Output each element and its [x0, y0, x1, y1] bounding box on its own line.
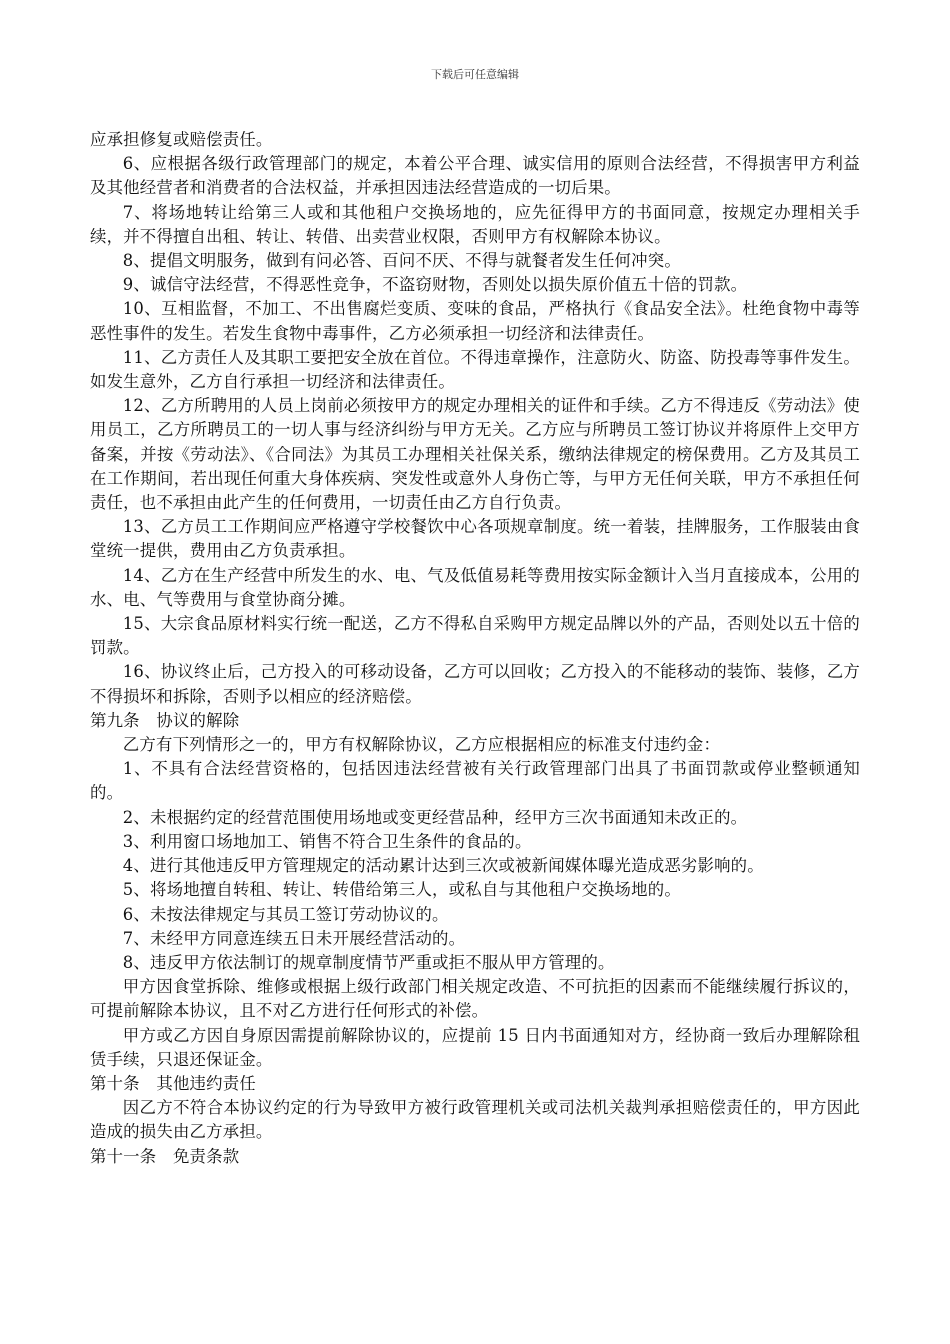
article-9-intro: 乙方有下列情形之一的，甲方有权解除协议，乙方应根据相应的标准支付违约金： — [122, 735, 721, 755]
article-9-heading: 第九条 协议的解除 — [90, 710, 240, 730]
early-termination: 甲方或乙方因自身原因需提前解除协议的，应提前 15 日内书面通知对方，经协商一致后办理解除租赁手续，只退还保证金。 — [90, 1025, 860, 1069]
termination-item-5: 5、将场地擅自转租、转让、转借给第三人，或私自与其他租户交换场地的。 — [122, 880, 681, 900]
termination-item-1: 1、不具有合法经营资格的，包括因违法经营被有关行政管理部门出具了书面罚款或停业整顿通知的。 — [90, 759, 860, 803]
clause-item-7: 7、将场地转让给第三人或和其他租户交换场地的，应先征得甲方的书面同意，按规定办理相关手续，并不得擅自出租、转让、转借、出卖营业权限，否则甲方有权解除本协议。 — [90, 202, 860, 246]
paragraph-continuation: 应承担修复或赔偿责任。 — [90, 130, 273, 149]
article-11-heading: 第十一条 免责条款 — [90, 1146, 240, 1166]
termination-item-6: 6、未按法律规定与其员工签订劳动协议的。 — [122, 904, 449, 924]
clause-item-10: 10、互相监督，不加工、不出售腐烂变质、变味的食品，严格执行《食品安全法》。杜绝食物中毒等恶性事件的发生。若发生食物中毒事件，乙方必须承担一切经济和法律责任。 — [90, 299, 860, 343]
party-a-termination: 甲方因食堂拆除、维修或根据上级行政部门相关规定改造、不可抗拒的因素而不能继续履行拆议的，可提前解除本协议，且不对乙方进行任何形式的补偿。 — [90, 977, 860, 1021]
clause-item-14: 14、乙方在生产经营中所发生的水、电、气及低值易耗等费用按实际金额计入当月直接成本，公用的水、电、气等费用与食堂协商分摊。 — [90, 565, 860, 609]
document-body — [90, 128, 860, 1169]
termination-item-4: 4、进行其他违反甲方管理规定的活动累计达到三次或被新闻媒体曝光造成恶劣影响的。 — [122, 856, 764, 876]
termination-item-3: 3、利用窗口场地加工、销售不符合卫生条件的食品的。 — [122, 831, 532, 851]
article-10-body: 因乙方不符合本协议约定的行为导致甲方被行政管理机关或司法机关裁判承担赔偿责任的，甲方因此造成的损失由乙方承担。 — [90, 1098, 860, 1142]
clause-item-13: 13、乙方员工工作期间应严格遵守学校餐饮中心各项规章制度。统一着装，挂牌服务，工作服装由食堂统一提供，费用由乙方负责承担。 — [90, 517, 860, 561]
article-10-heading: 第十条 其他违约责任 — [90, 1073, 256, 1093]
clause-item-12: 12、乙方所聘用的人员上岗前必须按甲方的规定办理相关的证件和手续。乙方不得违反《劳动法》使用员工，乙方所聘员工的一切人事与经济纠纷与甲方无关。乙方应与所聘员工签订协议并将原件上交甲方备案，并按《劳动法》、《合同法》为其员工办理相关社保关系，缴纳法律规定的榜保费用。乙方及其员工在工作期间，若出现任何重大身体疾病、突发性或意外人身伤亡等，与甲方无任何关联，甲方不承担任何责任，也不承担由此产生的任何费用，一切责任由乙方自行负责。 — [90, 396, 860, 513]
clause-item-15: 15、大宗食品原材料实行统一配送，乙方不得私自采购甲方规定品牌以外的产品，否则处以五十倍的罚款。 — [90, 614, 860, 658]
page-header: 下载后可任意编辑 — [431, 68, 519, 81]
clause-item-6: 6、应根据各级行政管理部门的规定，本着公平合理、诚实信用的原则合法经营，不得损害甲方利益及其他经营者和消费者的合法权益，并承担因违法经营造成的一切后果。 — [90, 154, 860, 198]
clause-item-8: 8、提倡文明服务，做到有问必答、百问不厌、不得与就餐者发生任何冲突。 — [122, 251, 681, 271]
clause-item-16: 16、协议终止后，己方投入的可移动设备，乙方可以回收；乙方投入的不能移动的装饰、装修，乙方不得损坏和拆除，否则予以相应的经济赔偿。 — [90, 662, 860, 706]
clause-item-11: 11、乙方责任人及其职工要把安全放在首位。不得违章操作，注意防火、防盗、防投毒等事件发生。如发生意外，乙方自行承担一切经济和法律责任。 — [90, 347, 860, 392]
termination-item-2: 2、未根据约定的经营范围使用场地或变更经营品种，经甲方三次书面通知未改正的。 — [122, 807, 748, 827]
termination-item-7: 7、未经甲方同意连续五日未开展经营活动的。 — [122, 928, 466, 948]
clause-item-9: 9、诚信守法经营，不得恶性竞争，不盗窃财物，否则处以损失原价值五十倍的罚款。 — [122, 275, 748, 295]
termination-item-8: 8、违反甲方依法制订的规章制度情节严重或拒不服从甲方管理的。 — [122, 952, 615, 972]
